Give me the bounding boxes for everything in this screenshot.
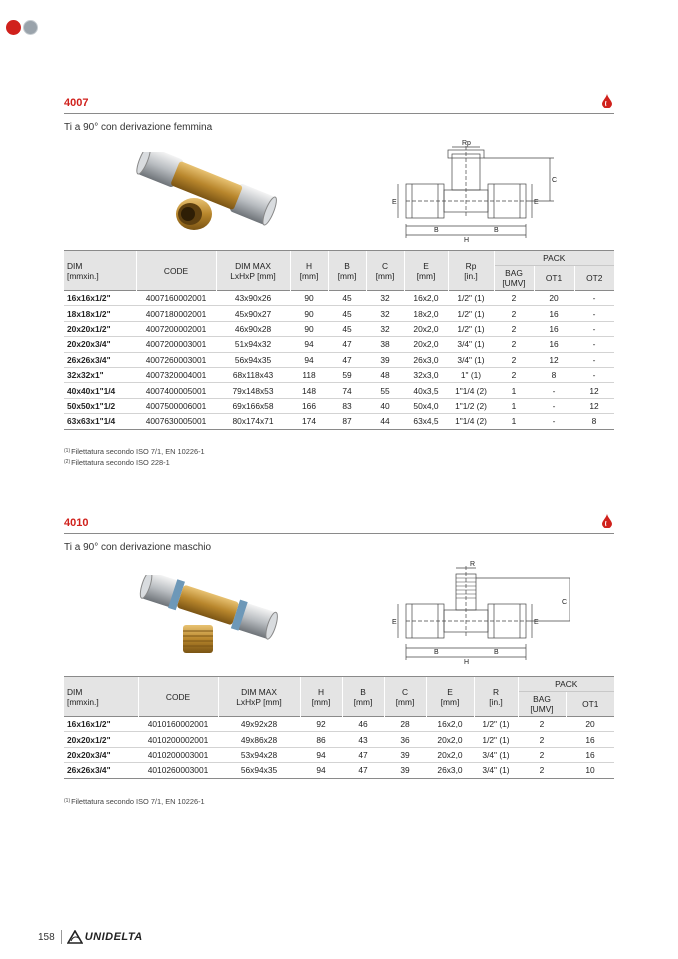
table-cell: 16x16x1/2" <box>64 291 136 306</box>
table-cell: 18x18x1/2" <box>64 306 136 321</box>
table-cell: 3/4" (1) <box>474 747 518 762</box>
table-cell: 16 <box>566 747 614 762</box>
drawing-label-rp: Rp <box>462 140 471 147</box>
table-cell: 45 <box>328 321 366 336</box>
col-header-h: H [mm] <box>300 677 342 717</box>
table-cell: 63x63x1"1/4 <box>64 414 136 429</box>
table-cell: - <box>574 306 614 321</box>
table-cell: 47 <box>328 352 366 367</box>
fitting-photo-4007 <box>130 152 278 238</box>
table-cell: 20 <box>566 717 614 732</box>
table-cell: 3/4" (1) <box>448 337 494 352</box>
table-cell: 46x90x28 <box>216 321 290 336</box>
table-cell: 1"1/4 (2) <box>448 414 494 429</box>
table-cell: 56x94x35 <box>218 763 300 778</box>
table-cell: 2 <box>518 732 566 747</box>
table-cell: 68x118x43 <box>216 367 290 382</box>
drawing-label-e-left: E <box>392 619 397 626</box>
table-cell: 43 <box>342 732 384 747</box>
product-section-4007 <box>64 92 614 133</box>
table-cell: 59 <box>328 367 366 382</box>
table-cell: 2 <box>494 321 534 336</box>
col-header-bag: BAG [UMV] <box>494 266 534 291</box>
table-cell: 69x166x58 <box>216 398 290 413</box>
col-header-dim: DIM [mmxin.] <box>64 251 136 291</box>
table-cell: 16 <box>566 732 614 747</box>
col-header-thread: Rp [in.] <box>448 251 494 291</box>
table-cell: 4010260003001 <box>138 763 218 778</box>
footnotes-4010 <box>64 796 205 807</box>
table-cell: - <box>574 321 614 336</box>
table-row <box>64 321 614 336</box>
table-cell: 56x94x35 <box>216 352 290 367</box>
product-code: 4007 <box>64 97 89 109</box>
unidelta-logo-icon <box>67 930 83 944</box>
table-cell: 87 <box>328 414 366 429</box>
table-cell: - <box>534 398 574 413</box>
table-cell: 38 <box>366 337 404 352</box>
table-row <box>64 367 614 382</box>
table-row <box>64 717 614 732</box>
col-header-dimmax: DIM MAX LxHxP [mm] <box>218 677 300 717</box>
footer-divider <box>61 930 62 944</box>
table-body <box>64 291 614 430</box>
col-header-c: C [mm] <box>366 251 404 291</box>
table-cell: 79x148x53 <box>216 383 290 398</box>
table-cell: 1/2" (1) <box>474 732 518 747</box>
table-cell: 16 <box>534 306 574 321</box>
product-code: 4010 <box>64 517 89 529</box>
technical-drawing-4007 <box>390 140 570 244</box>
table-cell: 20x2,0 <box>426 747 474 762</box>
table-cell: 74 <box>328 383 366 398</box>
table-cell: - <box>574 367 614 382</box>
table-cell: 32 <box>366 306 404 321</box>
water-drop-icon <box>602 94 612 108</box>
table-cell: 86 <box>300 732 342 747</box>
table-cell: 1 <box>494 414 534 429</box>
category-dots <box>6 20 38 35</box>
table-cell: 20x2,0 <box>404 321 448 336</box>
table-cell: 90 <box>290 291 328 306</box>
table-cell: 94 <box>290 337 328 352</box>
table-cell: 1 <box>494 383 534 398</box>
table-cell: 94 <box>290 352 328 367</box>
drawing-label-c: C <box>562 599 568 606</box>
table-cell: 20x2,0 <box>426 732 474 747</box>
table-cell: 63x4,5 <box>404 414 448 429</box>
col-header-bag: BAG [UMV] <box>518 692 566 717</box>
table-cell: 2 <box>494 291 534 306</box>
brand-name: UNIDELTA <box>84 931 143 943</box>
table-row <box>64 306 614 321</box>
table-cell: - <box>534 383 574 398</box>
table-cell: 26x3,0 <box>404 352 448 367</box>
table-cell: 12 <box>534 352 574 367</box>
table-cell: 47 <box>328 337 366 352</box>
table-cell: 94 <box>300 763 342 778</box>
table-cell: 3/4" (1) <box>448 352 494 367</box>
col-header-ot1: OT1 <box>534 266 574 291</box>
footnotes-4007 <box>64 446 205 468</box>
table-row <box>64 763 614 778</box>
table-cell: 26x3,0 <box>426 763 474 778</box>
table-cell: 20x20x3/4" <box>64 337 136 352</box>
table-cell: 20x2,0 <box>404 337 448 352</box>
table-cell: 18x2,0 <box>404 306 448 321</box>
table-cell: 20 <box>534 291 574 306</box>
col-header-ot2: OT2 <box>574 266 614 291</box>
table-cell: 4007630005001 <box>136 414 216 429</box>
drawing-label-b-left: B <box>434 227 439 234</box>
water-drop-icon <box>602 514 612 528</box>
section-header <box>64 92 614 114</box>
table-cell: 16 <box>534 337 574 352</box>
table-cell: 10 <box>566 763 614 778</box>
table-cell: 32x32x1" <box>64 367 136 382</box>
table-cell: 39 <box>366 352 404 367</box>
table-cell: 4007180002001 <box>136 306 216 321</box>
table-cell: 148 <box>290 383 328 398</box>
table-cell: 20x20x1/2" <box>64 321 136 336</box>
table-cell: 32 <box>366 291 404 306</box>
table-cell: 32x3,0 <box>404 367 448 382</box>
col-header-dimmax: DIM MAX LxHxP [mm] <box>216 251 290 291</box>
table-cell: 2 <box>494 337 534 352</box>
section-header <box>64 512 614 534</box>
table-cell: 2 <box>494 306 534 321</box>
table-row <box>64 398 614 413</box>
table-cell: - <box>574 291 614 306</box>
table-cell: 83 <box>328 398 366 413</box>
table-cell: 8 <box>574 414 614 429</box>
footnote: $^{(1)}$Filettatura secondo ISO 7/1, EN 10226-1 <box>64 447 205 456</box>
table-cell: 92 <box>300 717 342 732</box>
table-cell: 45 <box>328 306 366 321</box>
table-cell: 53x94x28 <box>218 747 300 762</box>
drawing-label-e-right: E <box>534 619 539 626</box>
table-cell: 4007160002001 <box>136 291 216 306</box>
drawing-label-b-left: B <box>434 649 439 656</box>
table-cell: 47 <box>342 747 384 762</box>
drawing-label-c: C <box>552 177 558 184</box>
table-cell: 43x90x26 <box>216 291 290 306</box>
table-row <box>64 747 614 762</box>
footnote: $^{(1)}$Filettatura secondo ISO 7/1, EN 10226-1 <box>64 797 205 806</box>
table-cell: 45 <box>328 291 366 306</box>
col-header-ot1: OT1 <box>566 692 614 717</box>
table-cell: 90 <box>290 306 328 321</box>
table-cell: 1"1/4 (2) <box>448 383 494 398</box>
table-cell: 1/2" (1) <box>448 291 494 306</box>
table-cell: 4007500006001 <box>136 398 216 413</box>
table-cell: 40x3,5 <box>404 383 448 398</box>
table-cell: 16x2,0 <box>426 717 474 732</box>
col-header-c: C [mm] <box>384 677 426 717</box>
drawing-label-h: H <box>464 659 470 666</box>
table-cell: 45x90x27 <box>216 306 290 321</box>
drawing-label-b-right: B <box>494 649 499 656</box>
table-cell: 94 <box>300 747 342 762</box>
table-cell: 50x50x1"1/2 <box>64 398 136 413</box>
table-cell: 26x26x3/4" <box>64 763 138 778</box>
col-header-e: E [mm] <box>426 677 474 717</box>
table-cell: 50x4,0 <box>404 398 448 413</box>
product-title: Ti a 90° con derivazione maschio <box>64 542 212 553</box>
drawing-label-b-right: B <box>494 227 499 234</box>
table-cell: - <box>574 352 614 367</box>
table-row <box>64 732 614 747</box>
drawing-label-r: R <box>470 561 476 568</box>
red-category-dot <box>6 20 21 35</box>
col-header-dim: DIM [mmxin.] <box>64 677 138 717</box>
table-cell: 20x20x1/2" <box>64 732 138 747</box>
technical-drawing-4010 <box>390 560 570 666</box>
table-cell: 4007200002001 <box>136 321 216 336</box>
spec-table-4007 <box>64 250 614 430</box>
table-row <box>64 383 614 398</box>
table-body <box>64 717 614 779</box>
col-header-b: B [mm] <box>342 677 384 717</box>
table-cell: 166 <box>290 398 328 413</box>
table-cell: 4007400005001 <box>136 383 216 398</box>
table-cell: 26x26x3/4" <box>64 352 136 367</box>
table-cell: 4007260003001 <box>136 352 216 367</box>
table-cell: 2 <box>518 747 566 762</box>
table-cell: 16x16x1/2" <box>64 717 138 732</box>
table-cell: 4010200003001 <box>138 747 218 762</box>
footnote: $^{(2)}$Filettatura secondo ISO 228-1 <box>64 458 170 467</box>
table-cell: 40x40x1"1/4 <box>64 383 136 398</box>
product-section-4010 <box>64 512 614 553</box>
drawing-label-e-right: E <box>534 199 539 206</box>
table-cell: 1" (1) <box>448 367 494 382</box>
table-cell: 1/2" (1) <box>474 717 518 732</box>
table-cell: 118 <box>290 367 328 382</box>
spec-table-4010 <box>64 676 614 779</box>
grey-category-dot <box>23 20 38 35</box>
table-cell: 1"1/2 (2) <box>448 398 494 413</box>
table-cell: 1 <box>494 398 534 413</box>
col-header-code: CODE <box>136 251 216 291</box>
table-cell: 2 <box>494 367 534 382</box>
product-title: Ti a 90° con derivazione femmina <box>64 122 213 133</box>
table-cell: 48 <box>366 367 404 382</box>
table-cell: 1/2" (1) <box>448 306 494 321</box>
drawing-label-e-left: E <box>392 199 397 206</box>
table-row <box>64 291 614 306</box>
table-cell: 20x20x3/4" <box>64 747 138 762</box>
table-cell: 174 <box>290 414 328 429</box>
page-footer <box>38 930 143 944</box>
col-header-pack: PACK <box>494 251 614 266</box>
table-cell: 39 <box>384 763 426 778</box>
table-cell: 4010200002001 <box>138 732 218 747</box>
fitting-photo-4010 <box>135 575 280 657</box>
col-header-b: B [mm] <box>328 251 366 291</box>
table-cell: 44 <box>366 414 404 429</box>
table-row <box>64 352 614 367</box>
table-cell: 8 <box>534 367 574 382</box>
col-header-e: E [mm] <box>404 251 448 291</box>
col-header-thread: R [in.] <box>474 677 518 717</box>
col-header-code: CODE <box>138 677 218 717</box>
table-cell: 16 <box>534 321 574 336</box>
table-cell: - <box>534 414 574 429</box>
table-cell: 3/4" (1) <box>474 763 518 778</box>
table-cell: 51x94x32 <box>216 337 290 352</box>
table-cell: 39 <box>384 747 426 762</box>
table-cell: 47 <box>342 763 384 778</box>
table-cell: 55 <box>366 383 404 398</box>
table-cell: 80x174x71 <box>216 414 290 429</box>
col-header-h: H [mm] <box>290 251 328 291</box>
table-cell: 49x86x28 <box>218 732 300 747</box>
table-cell: 28 <box>384 717 426 732</box>
table-cell: 1/2" (1) <box>448 321 494 336</box>
table-row <box>64 337 614 352</box>
table-row <box>64 414 614 429</box>
table-cell: 4010160002001 <box>138 717 218 732</box>
table-cell: 90 <box>290 321 328 336</box>
table-cell: - <box>574 337 614 352</box>
table-cell: 4007320004001 <box>136 367 216 382</box>
table-cell: 2 <box>494 352 534 367</box>
table-cell: 12 <box>574 383 614 398</box>
table-cell: 4007200003001 <box>136 337 216 352</box>
col-header-pack: PACK <box>518 677 614 692</box>
table-cell: 12 <box>574 398 614 413</box>
table-cell: 16x2,0 <box>404 291 448 306</box>
table-cell: 32 <box>366 321 404 336</box>
table-cell: 2 <box>518 717 566 732</box>
table-cell: 40 <box>366 398 404 413</box>
table-cell: 49x92x28 <box>218 717 300 732</box>
drawing-label-h: H <box>464 237 470 244</box>
table-cell: 2 <box>518 763 566 778</box>
table-cell: 36 <box>384 732 426 747</box>
page-number: 158 <box>38 931 55 943</box>
table-cell: 46 <box>342 717 384 732</box>
